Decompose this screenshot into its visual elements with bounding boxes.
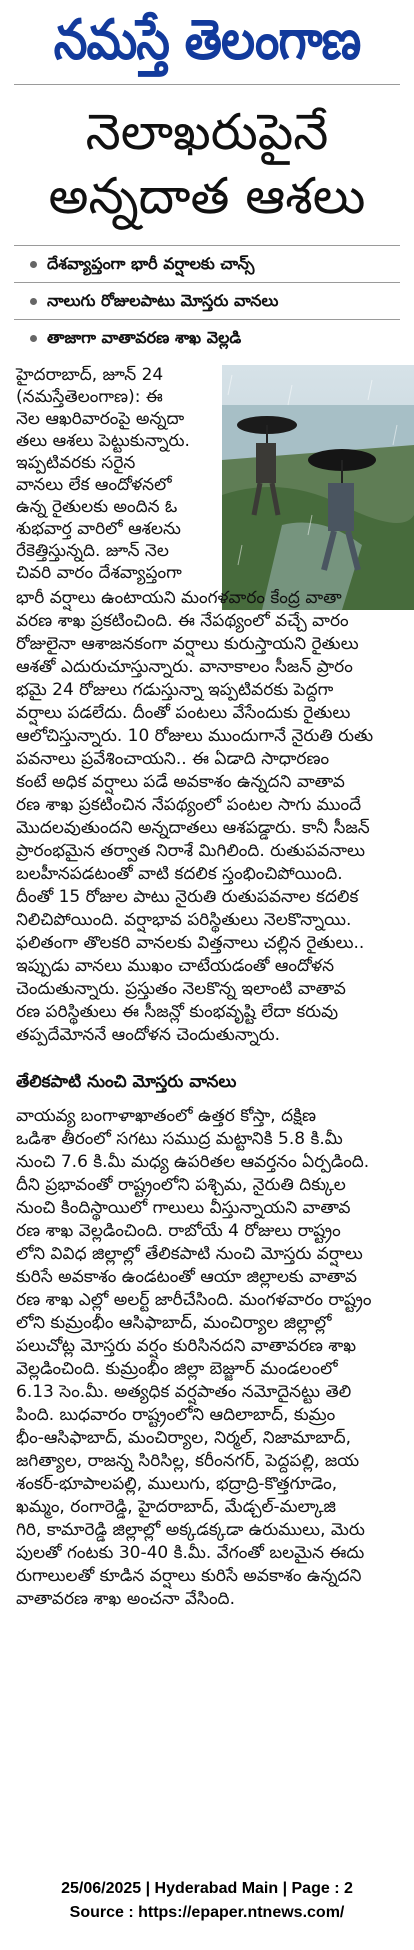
newspaper-title: నమస్తే తెలంగాణ bbox=[53, 7, 361, 73]
divider bbox=[14, 245, 400, 246]
article-line: కంటే అధిక వర్షాలు పడే అవకాశం ఉన్నదని వాతావ bbox=[16, 772, 345, 792]
article-line: కురిసే అవకాశం ఉండటంతో ఆయా జిల్లాలకు వాతావ bbox=[16, 1267, 357, 1287]
article-line: పలుచోట్ల మోస్తరు వర్షం కురిసినదని వాతావరణ శాఖ bbox=[16, 1336, 357, 1356]
article-line: (నమస్తేతెలంగాణ): ఈ bbox=[16, 387, 163, 407]
article-line: భారీ వర్షాలు ఉంటాయని మంగళవారం కేంద్ర వాతా bbox=[16, 588, 342, 608]
headline bbox=[22, 100, 392, 228]
article-line: రోజులైనా ఆశాజనకంగా వర్షాలు కురుస్తాయని రైతులు bbox=[16, 634, 359, 654]
bullet-dot-icon bbox=[30, 298, 37, 305]
article-line: 6.13 సెం.మీ. అత్యధిక వర్షపాతం నమోదైనట్టు తెలి bbox=[16, 1382, 352, 1402]
article-line: ఫలితంగా తొలకరి వానలకు విత్తనాలు చల్లిన రైతులు.. bbox=[16, 933, 365, 953]
article-line: వాతావరణ శాఖ అంచనా వేసింది. bbox=[16, 1589, 235, 1609]
footer-source: Source : https://epaper.ntnews.com/ bbox=[69, 1904, 345, 1921]
article-line: రణ శాఖ వెల్లడించింది. రాబోయే 4 రోజులు రాష్ట్రం bbox=[16, 1221, 341, 1241]
article-line: ఆలోచిస్తున్నారు. 10 రోజులు ముందుగానే నైరుతి రుతు bbox=[16, 726, 374, 746]
article-line: లోని కుమ్రంభీం ఆసిఫాబాద్, మంచిర్యాల జిల్లాల్లో bbox=[16, 1313, 332, 1333]
article-line: పులతో గంటకు 30-40 కి.మీ. వేగంతో బలమైన ఈదు bbox=[16, 1543, 365, 1563]
article-line: గిరి, కామారెడ్డి జిల్లాల్లో అక్కడక్కడా ఉరుములు, మెరు bbox=[16, 1520, 365, 1540]
masthead bbox=[0, 0, 414, 80]
article-line: చివరి వారం దేశవ్యాప్తంగా bbox=[16, 563, 182, 583]
article-line: మొదలవుతుందని అన్నదాతలు ఆశపడ్డారు. కానీ సీజన్ bbox=[16, 818, 370, 838]
article-line: శంకర్-భూపాలపల్లి, ములుగు, భద్రాద్రి-కొత్తగూడెం, bbox=[16, 1474, 338, 1494]
article-line: వానలు లేక ఆందోళనలో bbox=[16, 475, 172, 495]
article-line: రుగాలులతో కూడిన వర్షాలు కురిసే అవకాశం ఉన్నదని bbox=[16, 1566, 362, 1586]
article-line: రణ శాఖ ప్రకటించిన నేపథ్యంలో పంటల సాగు ముందే bbox=[16, 795, 362, 815]
article-line: తలు ఆశలు పెట్టుకున్నారు. bbox=[16, 431, 190, 451]
article-line: రణ శాఖ ఎల్లో అలర్ట్ జారీచేసింది. మంగళవారం రాష్ట్రం bbox=[16, 1290, 372, 1310]
bullet-point: నాలుగు రోజులపాటు మోస్తరు వానలు bbox=[30, 291, 278, 314]
article-line: చెందుతున్నారు. ప్రస్తుతం నెలకొన్న ఇలాంటి వాతావ bbox=[16, 979, 346, 999]
article-line: రేకెత్తిస్తున్నది. జూన్ నెల bbox=[16, 541, 169, 561]
article-line: ఇప్పుడు వానలు ముఖం చాటేయడంతో ఆందోళన bbox=[16, 956, 335, 976]
article-line: వర్షాలు పడలేదు. దీంతో పంటలు వేసేందుకు రైతులు bbox=[16, 703, 351, 723]
article-line: ఉన్న రైతులకు అందిన ఓ bbox=[16, 497, 178, 517]
article-line: రణ పరిస్థితులు ఈ సీజన్లో కుంభవృష్టి లేదా కరువు bbox=[16, 1002, 339, 1022]
bullet-dot-icon bbox=[30, 335, 37, 342]
article-line: ఒడిశా తీరంలో సగటు సముద్ర మట్టానికి 5.8 కి.మీ bbox=[16, 1129, 343, 1149]
article-line: ప్రారంభమైన తర్వాత నిరాశే మిగిలింది. రుతుపవనాలు bbox=[16, 841, 365, 861]
article-line: నుంచి 7.6 కి.మీ మధ్య ఉపరితల ఆవర్తనం ఏర్పడింది. bbox=[16, 1152, 370, 1172]
bullet-point: తాజాగా వాతావరణ శాఖ వెల్లడి bbox=[30, 328, 241, 351]
article-line: వెల్లడించింది. కుమ్రంభీం జిల్లా బెజ్జూర్ మండలంలో bbox=[16, 1359, 338, 1379]
divider bbox=[14, 84, 400, 85]
article-line: ఖమ్మం, రంగారెడ్డి, హైదరాబాద్, మేడ్చల్-మల్కాజి bbox=[16, 1497, 336, 1517]
article-line: బలహీనపడటంతో వాటి కదలిక స్తంభించిపోయింది. bbox=[16, 864, 343, 884]
section-subhead: తేలికపాటి నుంచి మోస్తరు వానలు bbox=[16, 1072, 237, 1092]
article-line: పింది. బుధవారం రాష్ట్రంలోని ఆదిలాబాద్, కుమ్రం bbox=[16, 1405, 336, 1425]
article-photo bbox=[222, 365, 414, 610]
bullet-dot-icon bbox=[30, 261, 37, 268]
article-line: నెల ఆఖరివారంపై అన్నదా bbox=[16, 409, 185, 429]
article-line: భమై 24 రోజులు గడుస్తున్నా ఇప్పటివరకు పెద్దగా bbox=[16, 680, 334, 700]
article-line: వరణ శాఖ ప్రకటించింది. ఈ నేపథ్యంలో వచ్చే వారం bbox=[16, 611, 349, 631]
article-line: ఆశతో ఎదురుచూస్తున్నారు. వానాకాలం సీజన్ ప్రారం bbox=[16, 657, 353, 677]
article-line: ఇప్పటివరకు సరైన bbox=[16, 453, 136, 473]
article-line: దీంతో 15 రోజుల పాటు నైరుతి రుతుపవనాల కదలిక bbox=[16, 887, 359, 907]
headline-line-2: అన్నదాత ఆశలు bbox=[48, 167, 366, 225]
article-line: జగిత్యాల, రాజన్న సిరిసిల్ల, కరీంనగర్, పెద్దపల్లి, జయ bbox=[16, 1451, 360, 1471]
article-line: నుంచి కిందిస్థాయిలో గాలులు వీస్తున్నాయని వాతావ bbox=[16, 1198, 351, 1218]
article-line: లోని వివిధ జిల్లాల్లో తేలికపాటి నుంచి మోస్తరు వర్షాలు bbox=[16, 1244, 363, 1264]
divider bbox=[14, 319, 400, 320]
article-line: పవనాలు ప్రవేశించాయని.. ఈ ఏడాది సాధారణం bbox=[16, 749, 330, 769]
footer-dateline: 25/06/2025 | Hyderabad Main | Page : 2 bbox=[61, 1880, 353, 1897]
article-line: నిలిచిపోయింది. వర్షాభావ పరిస్థితులు నెలకొన్నాయి. bbox=[16, 910, 352, 930]
bullet-point: దేశవ్యాప్తంగా భారీ వర్షాలకు చాన్స్ bbox=[30, 254, 254, 277]
article-line: వాయవ్య బంగాళాఖాతంలో ఉత్తర కోస్తా, దక్షిణ bbox=[16, 1106, 316, 1126]
divider bbox=[14, 282, 400, 283]
article-line: హైదరాబాద్, జూన్ 24 bbox=[16, 365, 164, 385]
article-line: తప్పదేమోననే ఆందోళన చెందుతున్నారు. bbox=[16, 1025, 281, 1045]
article-line: దీని ప్రభావంతో రాష్ట్రంలోని పశ్చిమ, నైరుతి దిక్కుల bbox=[16, 1175, 346, 1195]
article-line: శుభవార్త వారిలో ఆశలను bbox=[16, 519, 181, 539]
article-line: భీం-ఆసిఫాబాద్, మంచిర్యాల, నిర్మల్, నిజామాబాద్, bbox=[16, 1428, 352, 1448]
headline-line-1: నెలాఖరుపైనే bbox=[85, 103, 329, 161]
